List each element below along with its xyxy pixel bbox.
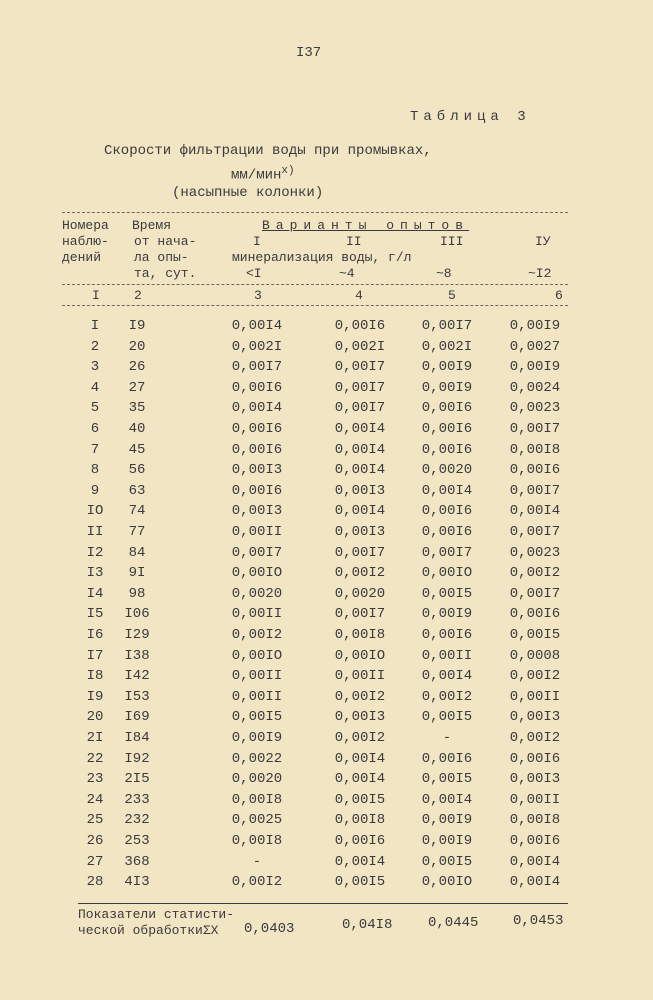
time-days: I69 (124, 709, 150, 726)
variant-2-value: 0,00I3 (334, 482, 386, 499)
table-title: Скорости фильтрации воды при промывках, (104, 143, 432, 159)
variant-2-value: 0,00I5 (334, 791, 386, 808)
table-bottom-rule (78, 903, 568, 904)
variant-4-value: 0,00I5 (509, 627, 561, 643)
variant-3-value: 0,00I6 (421, 421, 473, 437)
variant-1-value: - (252, 853, 262, 870)
variant-2-value: 0,00I2 (334, 730, 386, 746)
variant-1-value: 0,00I4 (231, 318, 283, 334)
variant-2-value: 0,00I4 (334, 750, 386, 767)
table-row (0, 769, 653, 789)
table-row (0, 543, 653, 563)
variant-2-value: 0,00I4 (334, 441, 386, 458)
variant-4-value: 0,00I9 (509, 359, 561, 376)
variant-1-value: 0,0020 (231, 771, 283, 788)
variant-2-value: 0,00I2 (334, 565, 386, 582)
row-number: 7 (90, 441, 100, 458)
header-variants: Варианты опытов (262, 218, 470, 233)
time-days: 232 (124, 812, 150, 829)
footer-label: Показатели статисти- (78, 907, 235, 922)
variant-2-value: 0,00I7 (334, 379, 386, 396)
variant-3-value: 0,00I5 (421, 709, 473, 726)
time-days: 84 (128, 544, 146, 561)
variant-3-value: 0,00I4 (421, 482, 473, 499)
table-row (0, 852, 653, 872)
variant-4-value: 0,0023 (509, 400, 561, 417)
col-number: I (92, 288, 100, 303)
variant-3-value: 0,00I5 (421, 853, 473, 870)
time-days: I53 (124, 688, 150, 705)
col-number: 5 (448, 288, 456, 303)
time-days: 233 (124, 791, 150, 808)
col-number: 4 (355, 288, 363, 303)
row-number: 24 (86, 791, 104, 808)
row-number: 20 (86, 709, 104, 726)
time-days: 4I3 (124, 874, 150, 891)
row-number: 4 (90, 379, 100, 396)
variant-3-value: 0,002I (421, 338, 473, 355)
row-number: II (86, 524, 104, 540)
variant-3-value: - (442, 730, 452, 746)
footer-label (78, 923, 218, 938)
time-days: 77 (128, 524, 146, 540)
variant-4-value: 0,0027 (509, 338, 561, 355)
variant-3-value: 0,00I2 (421, 688, 473, 705)
units-text: мм/мин (231, 167, 282, 184)
variant-4-value: 0,00I3 (509, 771, 561, 788)
variant-4-value: 0,00I7 (509, 524, 561, 540)
time-days: 56 (128, 462, 146, 479)
table-row (0, 790, 653, 810)
row-number: I (90, 318, 100, 334)
variant-3-value: 0,00I6 (421, 627, 473, 643)
sum-symbol: ΣX (202, 923, 219, 938)
table-row (0, 810, 653, 830)
header-col2-line: Время (132, 218, 172, 233)
row-number: 28 (86, 874, 104, 891)
variant-4-value: 0,00I8 (509, 441, 561, 458)
col-number: 6 (555, 288, 563, 303)
variant-4-value: 0,00I8 (509, 812, 561, 829)
variant-1-value: 0,00IO (231, 647, 283, 664)
variant-2-value: 0,002I (334, 338, 386, 355)
table-row (0, 728, 653, 748)
footer-value: 0,0403 (244, 921, 295, 937)
variant-2-value: 0,00I7 (334, 400, 386, 417)
variant-2-value: 0,00I8 (334, 812, 386, 829)
variant-4-value: 0,00II (509, 688, 561, 705)
header-col1-line: Номера (62, 218, 109, 233)
table-row (0, 501, 653, 521)
variant-4-value: 0,00I4 (509, 874, 561, 891)
row-number: 5 (90, 400, 100, 417)
variant-3-value: 0,00I6 (421, 503, 473, 520)
variant-1-value: 0,0020 (231, 585, 283, 602)
footer-value: 0,04I8 (342, 917, 393, 933)
variant-1-value: 0,00I3 (231, 503, 283, 520)
variant-3-value: 0,00I7 (421, 544, 473, 561)
header-mineralization: минерализация воды, г/л (232, 250, 412, 265)
variant-1-value: 0,00II (231, 668, 283, 685)
time-days: I92 (124, 750, 150, 767)
variant-number: III (440, 234, 464, 249)
variant-1-value: 0,00I4 (231, 400, 283, 417)
variant-2-value: 0,00II (334, 668, 386, 685)
variant-2-value: 0,00I4 (334, 853, 386, 870)
time-days: I84 (124, 730, 150, 746)
table-row (0, 522, 653, 542)
variant-2-value: 0,00I3 (334, 524, 386, 540)
dash-separator (62, 212, 568, 213)
row-number: 2 (90, 338, 100, 355)
variant-2-value: 0,00IO (334, 647, 386, 664)
variant-2-value: 0,0020 (334, 585, 386, 602)
time-days: 63 (128, 482, 146, 499)
time-days: I42 (124, 668, 150, 685)
variant-1-value: 0,00I5 (231, 709, 283, 726)
time-days: I9 (128, 318, 146, 334)
mineralization-value: ~8 (436, 266, 452, 281)
variant-4-value: 0,00I6 (509, 606, 561, 623)
table-row (0, 440, 653, 460)
footer-label-text: ческой обработки (78, 923, 203, 938)
row-number: 9 (90, 482, 100, 499)
header-col2-line: ла опы- (134, 250, 189, 265)
row-number: 8 (90, 462, 100, 479)
time-days: 26 (128, 359, 146, 376)
variant-2-value: 0,00I7 (334, 544, 386, 561)
variant-1-value: 0,0025 (231, 812, 283, 829)
footer-value: 0,0445 (428, 915, 479, 931)
time-days: I38 (124, 647, 150, 664)
variant-3-value: 0,00IO (421, 565, 473, 582)
table-row (0, 337, 653, 357)
variant-1-value: 0,00I6 (231, 379, 283, 396)
variant-4-value: 0,00I4 (509, 853, 561, 870)
variant-4-value: 0,0023 (509, 544, 561, 561)
dash-separator (62, 284, 568, 285)
variant-4-value: 0,00I7 (509, 421, 561, 437)
variant-1-value: 0,00II (231, 606, 283, 623)
variant-4-value: 0,00I6 (509, 462, 561, 479)
table-row (0, 481, 653, 501)
row-number: I7 (86, 647, 104, 664)
variant-2-value: 0,00I6 (334, 318, 386, 334)
variant-1-value: 0,00I6 (231, 421, 283, 437)
footer-value: 0,0453 (513, 913, 564, 929)
mineralization-value: ~I2 (528, 266, 552, 281)
row-number: 26 (86, 833, 104, 849)
time-days: I06 (124, 606, 150, 623)
row-number: I8 (86, 668, 104, 685)
header-col1-line: наблю- (62, 234, 109, 249)
time-days: 74 (128, 503, 146, 520)
table-row (0, 398, 653, 418)
row-number: I2 (86, 544, 104, 561)
variant-1-value: 0,00I3 (231, 462, 283, 479)
row-number: 2I (86, 730, 104, 746)
variant-2-value: 0,00I2 (334, 688, 386, 705)
variant-3-value: 0,00I6 (421, 750, 473, 767)
table-row (0, 316, 653, 336)
table-row (0, 357, 653, 377)
variant-number: I (253, 234, 261, 249)
row-number: IO (86, 503, 104, 520)
variant-4-value: 0,0024 (509, 379, 561, 396)
row-number: I3 (86, 565, 104, 582)
table-label: Таблица 3 (410, 109, 531, 125)
variant-4-value: 0,00I9 (509, 318, 561, 334)
variant-2-value: 0,00I4 (334, 503, 386, 520)
header-col2-line: та, сут. (134, 266, 197, 281)
variant-1-value: 0,00I7 (231, 359, 283, 376)
table-row (0, 646, 653, 666)
row-number: I4 (86, 585, 104, 602)
time-days: 253 (124, 833, 150, 849)
row-number: I6 (86, 627, 104, 643)
variant-4-value: 0,00I4 (509, 503, 561, 520)
row-number: 27 (86, 853, 104, 870)
variant-1-value: 0,00I2 (231, 874, 283, 891)
time-days: 98 (128, 585, 146, 602)
table-row (0, 563, 653, 583)
variant-3-value: 0,0020 (421, 462, 473, 479)
variant-1-value: 0,00I6 (231, 441, 283, 458)
variant-2-value: 0,00I3 (334, 709, 386, 726)
variant-2-value: 0,00I7 (334, 606, 386, 623)
table-row (0, 604, 653, 624)
variant-4-value: 0,0008 (509, 647, 561, 664)
table-row (0, 749, 653, 769)
mineralization-value: <I (246, 266, 262, 281)
variant-4-value: 0,00I2 (509, 565, 561, 582)
variant-1-value: 0,00I9 (231, 730, 283, 746)
variant-4-value: 0,00I3 (509, 709, 561, 726)
table-row (0, 419, 653, 439)
table-row (0, 460, 653, 480)
header-col1-line: дений (62, 250, 102, 265)
row-number: 6 (90, 421, 100, 437)
time-days: I29 (124, 627, 150, 643)
table-row (0, 584, 653, 604)
variant-1-value: 0,00I6 (231, 482, 283, 499)
variant-1-value: 0,002I (231, 338, 283, 355)
table-subtitle: (насыпные колонки) (172, 185, 324, 201)
variant-3-value: 0,00I9 (421, 606, 473, 623)
page-number: I37 (296, 45, 322, 61)
variant-2-value: 0,00I4 (334, 771, 386, 788)
time-days: 368 (124, 853, 150, 870)
row-number: 25 (86, 812, 104, 829)
table-units (231, 164, 295, 184)
variant-3-value: 0,00I4 (421, 668, 473, 685)
variant-1-value: 0,00I2 (231, 627, 283, 643)
variant-1-value: 0,00I7 (231, 544, 283, 561)
variant-3-value: 0,00I7 (421, 318, 473, 334)
row-number: 23 (86, 771, 104, 788)
time-days: 27 (128, 379, 146, 396)
variant-4-value: 0,00I2 (509, 668, 561, 685)
footnote-mark: х) (281, 165, 295, 177)
variant-3-value: 0,00I6 (421, 400, 473, 417)
variant-4-value: 0,00I6 (509, 833, 561, 849)
variant-3-value: 0,00II (421, 647, 473, 664)
time-days: 9I (128, 565, 146, 582)
variant-3-value: 0,00I4 (421, 791, 473, 808)
dash-separator (62, 305, 568, 306)
variant-2-value: 0,00I8 (334, 627, 386, 643)
variant-3-value: 0,00I9 (421, 379, 473, 396)
variant-1-value: 0,00IO (231, 565, 283, 582)
variant-number: II (346, 234, 362, 249)
table-row (0, 872, 653, 892)
variant-1-value: 0,0022 (231, 750, 283, 767)
variant-1-value: 0,00II (231, 524, 283, 540)
table-row (0, 378, 653, 398)
row-number: I9 (86, 688, 104, 705)
variant-3-value: 0,00I9 (421, 833, 473, 849)
row-number: 22 (86, 750, 104, 767)
table-row (0, 625, 653, 645)
mineralization-value: ~4 (339, 266, 355, 281)
table-row (0, 707, 653, 727)
variant-2-value: 0,00I5 (334, 874, 386, 891)
time-days: 45 (128, 441, 146, 458)
col-number: 3 (254, 288, 262, 303)
variant-2-value: 0,00I4 (334, 421, 386, 437)
variant-4-value: 0,00I2 (509, 730, 561, 746)
row-number: 3 (90, 359, 100, 376)
variant-3-value: 0,00I9 (421, 359, 473, 376)
col-number: 2 (134, 288, 142, 303)
variant-3-value: 0,00I6 (421, 441, 473, 458)
variant-3-value: 0,00IO (421, 874, 473, 891)
variant-2-value: 0,00I4 (334, 462, 386, 479)
time-days: 40 (128, 421, 146, 437)
time-days: 2I5 (124, 771, 150, 788)
variant-3-value: 0,00I9 (421, 812, 473, 829)
variant-4-value: 0,00II (509, 791, 561, 808)
variant-3-value: 0,00I5 (421, 585, 473, 602)
variant-2-value: 0,00I7 (334, 359, 386, 376)
time-days: 35 (128, 400, 146, 417)
variant-number: IУ (535, 234, 551, 249)
variant-1-value: 0,00I8 (231, 833, 283, 849)
variant-4-value: 0,00I6 (509, 750, 561, 767)
variant-3-value: 0,00I6 (421, 524, 473, 540)
table-row (0, 687, 653, 707)
time-days: 20 (128, 338, 146, 355)
table-row (0, 831, 653, 851)
variant-4-value: 0,00I7 (509, 482, 561, 499)
variant-4-value: 0,00I7 (509, 585, 561, 602)
variant-3-value: 0,00I5 (421, 771, 473, 788)
row-number: I5 (86, 606, 104, 623)
table-row (0, 666, 653, 686)
variant-1-value: 0,00I8 (231, 791, 283, 808)
header-col2-line: от нача- (134, 234, 197, 249)
variant-1-value: 0,00II (231, 688, 283, 705)
variant-2-value: 0,00I6 (334, 833, 386, 849)
